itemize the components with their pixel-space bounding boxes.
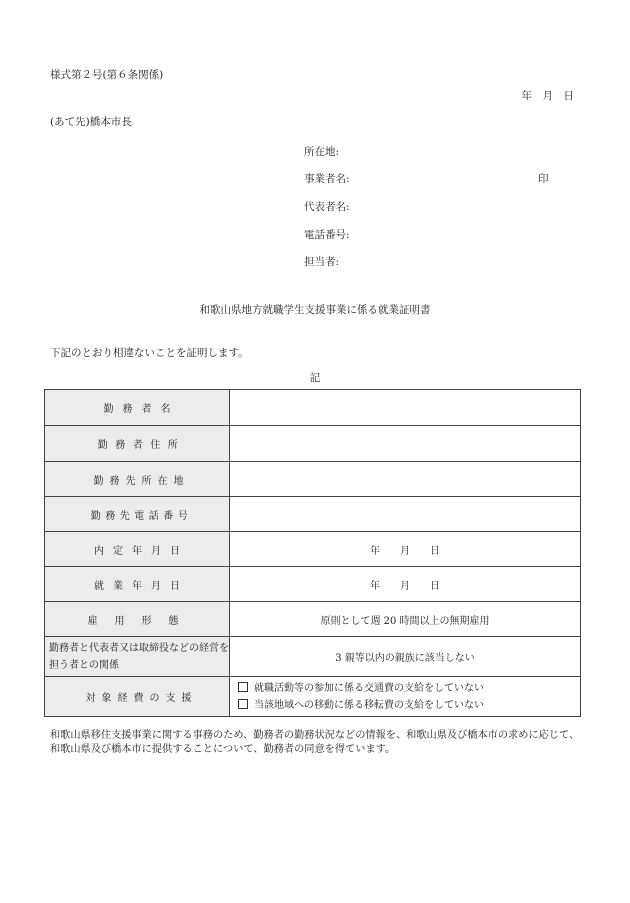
date-line: 年 月 日	[521, 90, 574, 102]
certificate-table	[44, 389, 581, 717]
table-row	[45, 637, 581, 677]
check-item[interactable]: 当該地域への移動に係る移転費の支給をしていない	[238, 697, 580, 714]
seal-mark: 印	[538, 173, 549, 185]
expense-support-cell	[230, 677, 581, 717]
worker-name-cell[interactable]	[230, 390, 581, 426]
document-title: 和歌山県地方就職学生支援事業に係る就業証明書	[199, 304, 431, 316]
contact-person-label: 担当者:	[304, 256, 340, 268]
checkbox-icon[interactable]	[238, 699, 248, 709]
ki-mark: 記	[309, 372, 321, 384]
row-label: 対象経費の支援	[45, 677, 230, 717]
form-number: 様式第２号(第６条関係)	[50, 69, 164, 81]
relationship-cell: 3 親等以内の親族に該当しない	[230, 637, 581, 677]
representative-label: 代表者名:	[304, 201, 350, 213]
row-label: 雇用形態	[45, 602, 230, 637]
table-row	[45, 677, 581, 717]
phone-label: 電話番号:	[304, 229, 350, 241]
row-label: 勤務先所在地	[45, 462, 230, 497]
table-row	[45, 602, 581, 637]
table-row	[45, 390, 581, 426]
table-row	[45, 497, 581, 532]
workplace-address-cell[interactable]	[230, 462, 581, 497]
table-row	[45, 462, 581, 497]
worker-address-cell[interactable]	[230, 426, 581, 462]
employment-date-cell[interactable]: 年 月 日	[230, 567, 581, 602]
row-label: 勤務者住所	[45, 426, 230, 462]
table-row	[45, 532, 581, 567]
row-label: 就業年月日	[45, 567, 230, 602]
workplace-phone-cell[interactable]	[230, 497, 581, 532]
table-row	[45, 567, 581, 602]
table-row	[45, 426, 581, 462]
row-label: 勤務者と代表者又は取締役などの経営を担う者との関係	[45, 637, 230, 677]
employment-type-cell: 原則として週 20 時間以上の無期雇用	[230, 602, 581, 637]
addressee: (あて先)橋本市長	[50, 116, 132, 128]
check-item[interactable]: 就職活動等の参加に係る交通費の支給をしていない	[238, 680, 580, 697]
row-label: 内定年月日	[45, 532, 230, 567]
row-label: 勤務者名	[45, 390, 230, 426]
business-name-label: 事業者名:	[304, 173, 350, 185]
address-label: 所在地:	[304, 146, 340, 158]
checkbox-icon[interactable]	[238, 682, 248, 692]
row-label: 勤務先電話番号	[45, 497, 230, 532]
offer-date-cell[interactable]: 年 月 日	[230, 532, 581, 567]
intro-text: 下記のとおり相違ないことを証明します。	[50, 347, 249, 359]
consent-note: 和歌山県移住支援事業に関する事務のため、勤務者の勤務状況などの情報を、和歌山県及び橋本市の求めに応じて、和歌山県及び橋本市に提供することについて、勤務者の同意を得ています。	[50, 730, 580, 755]
